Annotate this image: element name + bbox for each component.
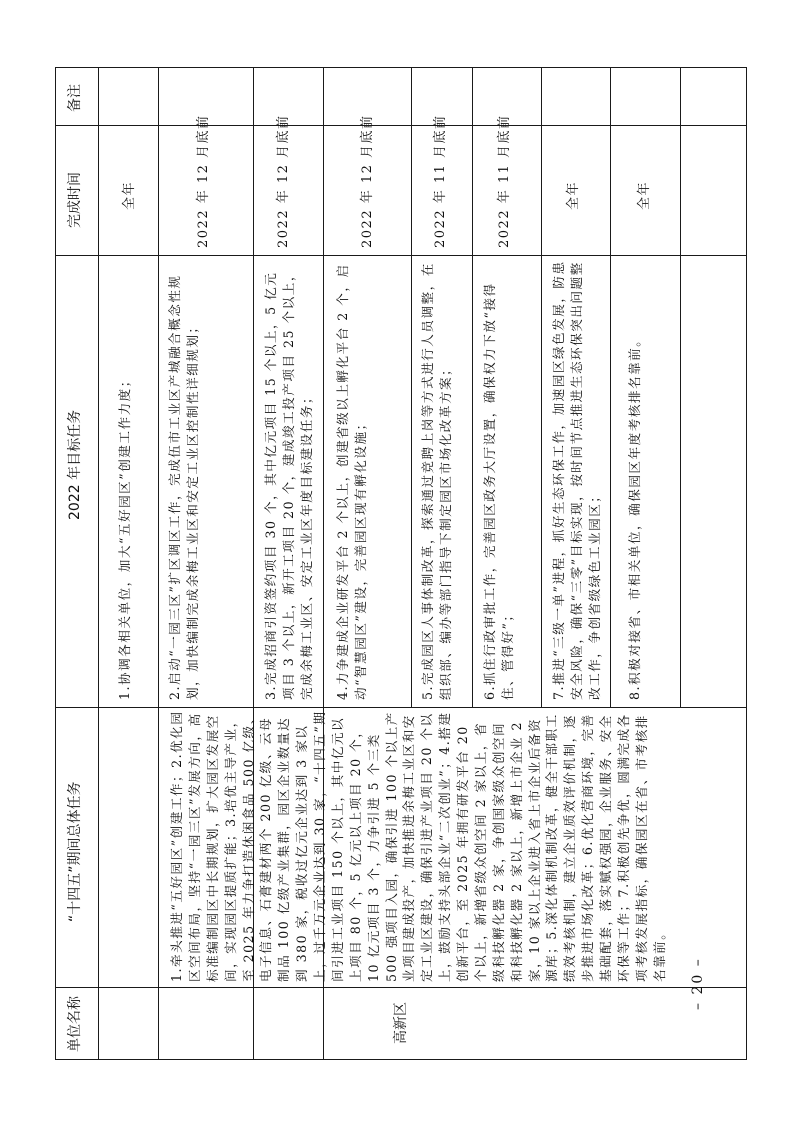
table-border-left [55, 67, 56, 1059]
col-divider [55, 255, 747, 256]
target-task-4: 4.力争建成企业研发平台 2 个以上，创建省级以上孵化平台 2 个，启动“智慧园区”建设，完善园区现有孵化设施； [335, 263, 368, 700]
header-overall-task: “十四五”期间总体任务 [67, 781, 83, 922]
col-divider [55, 125, 747, 126]
finish-time-6: 2022 年 11 月底前 [497, 114, 512, 248]
finish-time-4: 2022 年 12 月底前 [360, 114, 375, 248]
page-number: – 20 – [690, 957, 706, 1010]
row-divider [98, 67, 99, 1059]
unit-name-cell: 高新区 [393, 1002, 409, 1044]
finish-time-2: 2022 年 12 月底前 [196, 114, 211, 248]
header-target-task: 2022 年目标任务 [67, 409, 83, 520]
finish-time-7: 全年 [566, 180, 581, 210]
target-task-3: 3.完成招商引资签约项目 30 个，其中亿元项目 15 个以上，5 亿元项目 3 个以上，新开工项目 20 个，建成竣工投产项目 25 个以上，完成余梅工业区、安定工业区年度目标建设任务； [263, 267, 314, 700]
row-divider [411, 67, 412, 707]
overall-task-text: 1.牵头推进“五好园区”创建工作；2.优化园区空间布局，坚持“一园三区”发展方向，高标准编制园区中长期规划，扩大园区发展空间，实现园区提质扩能；3.培优主导产业，至 2025 年力争打造休闲食品 500 亿级、电子信息、石膏建材两个 200 亿级、云母制品 100 亿级产业集群，园区企业数量达到 380 家，税收过亿元企业达到 3 家以上，过千万元企业达到 30 家，“十四五”期间引进工业项目 150 个以上，其中亿元以上项目 80 个，5 亿元以上项目 20 个，10 亿元项目 3 个，力争引进 5 个三类 500 强项目入园，确保引进 100 个以上产业项目建成投产，加快推进余梅工业区和安定工业区建设，确保引进产业项目 20 个以上，鼓励支持头部企业“二次创业”；4.搭建创新平台，至 2025 年拥有研发平台 20 个以上，新增省级众创空间 2 家以上，省级科技孵化器 2 家，争创国家级众创空间和科技孵化器 2 家以上，新增上市企业 2 家，10 家以上企业进入省上市企业后备资源库；5.深化体制机制改革，健全干部职工绩效考核机制，建立企业质效评价机制，逐步推进市场化改革；6.优化营商环境，完善基础配套，落实赋权强园，企业服务、安全环保等工作；7.积极创先争优，圆满完成各项考核发展指标，确保园区在省、市考核排名靠前。 [169, 710, 667, 982]
table-border-top [55, 67, 747, 68]
table-border-bottom [55, 1059, 747, 1060]
finish-time-8: 全年 [637, 180, 652, 210]
row-divider [680, 67, 681, 707]
row-divider [158, 67, 159, 1059]
target-task-6: 6.抓住行政审批工作，完善园区政务大厅设置，确保权力下放“接得住、管得好”； [482, 282, 515, 700]
target-task-8: 8.积极对接省、市相关单位，确保园区年度考核排名靠前。 [627, 332, 642, 700]
header-finish-time: 完成时间 [67, 172, 83, 228]
target-task-5: 5.完成园区人事体制改革，探索通过竞聘上岗等方式进行人员调整，在组织部、编办等部门指导下制定园区市场化改革方案； [420, 262, 453, 700]
finish-time-3: 2022 年 12 月底前 [276, 114, 291, 248]
finish-time-1: 全年 [122, 180, 137, 210]
table-border-right [746, 67, 747, 1059]
target-task-2: 2.启动“一园三区”扩区调区工作，完成伍市工业区产城融合概念性规划，加快编制完成余梅工业区和安定工业区控制性详细规划； [167, 274, 200, 700]
row-divider [541, 67, 542, 707]
finish-time-5: 2022 年 11 月底前 [433, 114, 448, 248]
target-task-1: 1.协调各相关单位，加大“五好园区”创建工作力度； [117, 373, 132, 700]
target-task-7: 7.推进“三级一单”进程，抓好生态环保工作，加速园区绿色发展，防患安全风险，确保“三零”目标实现，按时间节点推进生态环保突出问题整改工作，争创省级绿色工业园区； [551, 260, 602, 700]
col-divider [55, 707, 747, 708]
header-remarks: 备注 [67, 84, 83, 112]
row-divider [610, 67, 611, 707]
header-unit-name: 单位名称 [67, 996, 83, 1052]
col-divider [55, 987, 747, 988]
